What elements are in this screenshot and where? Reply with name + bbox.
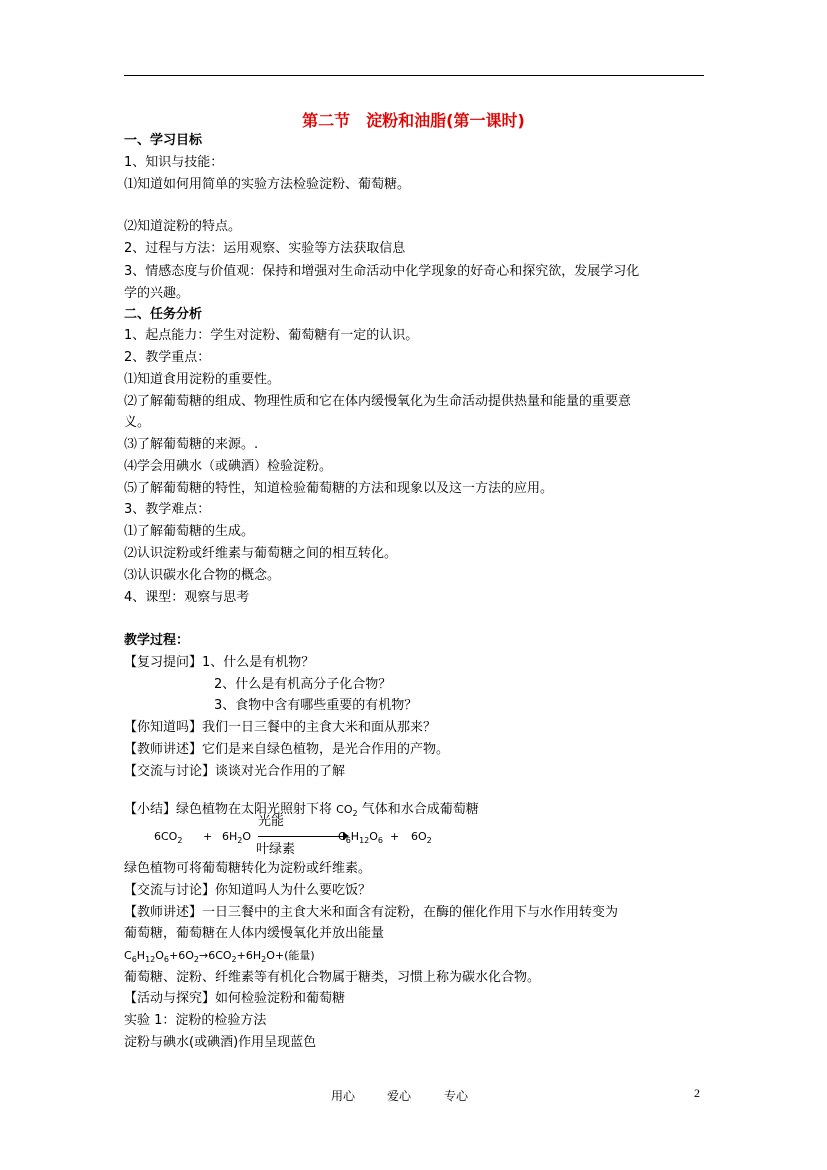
page-number: 2: [694, 1086, 700, 1100]
equation-condition-light: 光能: [258, 814, 285, 829]
oxidation-equation: $C_6H_{12}O_6+6O_2\to 6CO_2+6H_2O+$(能量): [124, 949, 315, 964]
equation-plus: +: [203, 830, 213, 843]
summary-line: 【小结】绿色植物在太阳光照射下将 $CO_2$ 气体和水合成葡萄糖: [124, 802, 479, 818]
text-line: 【教师讲述】它们是来自绿色植物，是光合作用的产物。: [124, 742, 450, 757]
text-line: 【复习提问】1、什么是有机物？: [124, 655, 315, 670]
footer-motto-right: 专心: [444, 1089, 469, 1103]
equation-o2: $6O_2$: [411, 830, 432, 845]
text-line: 【活动与探究】如何检验淀粉和葡萄糖: [124, 991, 346, 1006]
text-line: 绿色植物可将葡萄糖转化为淀粉或纤维素。: [124, 861, 372, 876]
text-line: 2、教学重点：: [124, 350, 211, 365]
equation-h2o: $6H_2O$: [222, 830, 252, 845]
text-line: 淀粉与碘水(或碘酒)作用呈现蓝色: [124, 1035, 317, 1050]
text-line: ⑴了解葡萄糖的生成。: [124, 524, 255, 539]
text-line: 3、情感态度与价值观：保持和增强对生命活动中化学现象的好奇心和探究欲，发展学习化: [124, 264, 640, 279]
equation-plus: +: [390, 830, 400, 843]
text-line: 1、起点能力：学生对淀粉、葡萄糖有一定的认识。: [124, 328, 419, 343]
section-heading-teaching-process: 教学过程：: [124, 633, 190, 648]
header-rule: [124, 75, 704, 76]
text-line: 【交流与讨论】你知道吗人为什么要吃饭？: [124, 883, 372, 898]
text-line: 2、过程与方法：运用观察、实验等方法获取信息: [124, 241, 406, 256]
section-heading-objectives: 一、学习目标: [124, 133, 203, 148]
equation-glucose: $C_6H_{12}O_6$: [338, 830, 384, 845]
page-title: 第二节 淀粉和油脂(第一课时): [302, 111, 525, 130]
text-line: ⑵知道淀粉的特点。: [124, 219, 242, 234]
text-line: 2、什么是有机高分子化合物？: [214, 677, 392, 692]
text-line: 葡萄糖、淀粉、纤维素等有机化合物属于糖类，习惯上称为碳水化合物。: [124, 970, 541, 985]
text-line: ⑴知道如何用简单的实验方法检验淀粉、葡萄糖。: [124, 177, 411, 192]
text-line: ⑵了解葡萄糖的组成、物理性质和它在体内缓慢氧化为生命活动提供热量和能量的重要意: [124, 394, 632, 409]
text-line: 1、知识与技能：: [124, 155, 224, 170]
text-line: ⑷学会用碘水（或碘酒）检验淀粉。: [124, 459, 333, 474]
equation-co2: $6CO_2$: [154, 830, 183, 845]
text-line: ⑵认识淀粉或纤维素与葡萄糖之间的相互转化。: [124, 546, 398, 561]
text-line: 学的兴趣。: [124, 286, 190, 301]
text-line: 【教师讲述】一日三餐中的主食大米和面含有淀粉，在酶的催化作用下与水作用转变为: [124, 905, 619, 920]
equation-condition-chlorophyll: 叶绿素: [256, 842, 296, 857]
text-line: 【你知道吗】我们一日三餐中的主食大米和面从那来？: [124, 720, 437, 735]
footer-motto-middle: 爱心: [387, 1089, 412, 1103]
text-line: ⑶了解葡萄糖的来源。.: [124, 437, 259, 452]
text-line: 3、食物中含有哪些重要的有机物？: [214, 698, 418, 713]
text-line: 3、教学难点：: [124, 502, 211, 517]
text-line: 葡萄糖，葡萄糖在人体内缓慢氧化并放出能量: [124, 926, 385, 941]
text-line: 义。: [124, 415, 151, 430]
text-line: ⑸了解葡萄糖的特性，知道检验葡萄糖的方法和现象以及这一方法的应用。: [124, 481, 554, 496]
section-heading-task-analysis: 二、任务分析: [124, 307, 203, 322]
text-line: 实验 1：淀粉的检验方法: [124, 1013, 267, 1028]
text-line: ⑶认识碳水化合物的概念。: [124, 568, 281, 583]
text-line: 【交流与讨论】谈谈对光合作用的了解: [124, 764, 346, 779]
footer-motto-left: 用心: [331, 1089, 356, 1103]
text-line: ⑴知道食用淀粉的重要性。: [124, 372, 281, 387]
text-line: 4、课型：观察与思考: [124, 590, 250, 605]
equation-arrow: [258, 836, 346, 837]
